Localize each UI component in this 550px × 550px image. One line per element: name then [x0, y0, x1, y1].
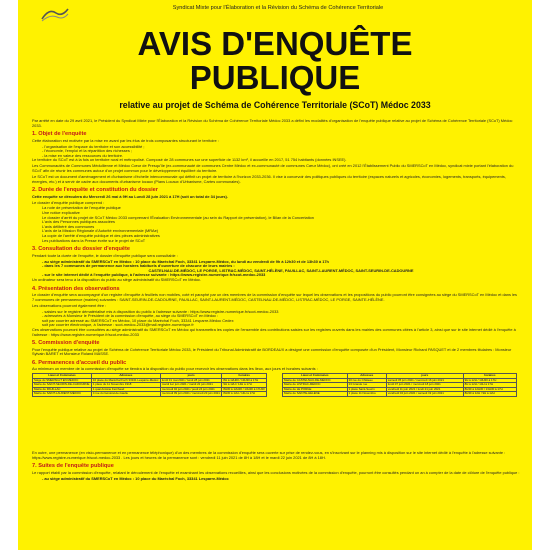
table-header: Lieux et Communes	[283, 374, 348, 379]
page-subtitle: relative au projet de Schéma de Cohérence Territoriale (SCoT) Médoc 2033	[119, 100, 431, 110]
poster	[18, 0, 532, 550]
table-header: Lieux et Communes	[33, 374, 92, 379]
table-header: horaires	[463, 374, 516, 379]
list-item: Les publications dans la Presse écrite sur le projet de SCoT	[42, 237, 146, 243]
table-cell: vendredi 04 juin 2021 / samedi 19 juin 2021	[386, 392, 463, 397]
table-cell: lundi 31 mai 2021 / lundi 28 juin 2021	[160, 378, 221, 383]
section-3-text: Un ordinateur sera tenu à la disposition du public au siège administratif du SMERSCoT en Médoc.	[32, 277, 202, 282]
list-item: - adressées à Monsieur le Président de la commission d'enquête, au siège du SMERSCoT en Médoc :	[42, 313, 219, 319]
table-row	[33, 392, 267, 397]
section-1-list	[32, 145, 520, 159]
permanences-table-left	[32, 373, 267, 397]
list-item: - sur le site internet dédié à l'enquête publique, à l'adresse suivante : https://www.registre-numerique.fr/scot-medoc-2033	[42, 272, 266, 278]
table-cell: 1 place 11 Novembre	[347, 392, 386, 397]
smerscot-logo	[40, 5, 70, 23]
page-title-line2: PUBLIQUE	[189, 59, 361, 96]
table-cell: samedi 05 juin 2021 / mercredi 16 juin 2021	[386, 378, 463, 383]
section-3-title: 3. Consultation du dossier d'enquête	[32, 246, 130, 253]
table-cell: mercredi 02 juin 2021 / jeudi 24 juin 2021	[160, 387, 221, 392]
table-cell: 8H30 à 12H30 / 13H30 à 17H	[463, 387, 516, 392]
section-7-title: 7. Suites de l'enquête publique	[32, 463, 114, 470]
section-2-title: 2. Durée de l'enquête et constitution du dossier	[32, 187, 158, 194]
dossier-list	[32, 206, 520, 243]
table-cell: 1 quai Antoine Ferchaud	[91, 387, 160, 392]
table-cell: Siège du SMERSCoT EN MÉDOC	[33, 378, 92, 383]
table-cell: 8H30 à 12H / 9H à 12H	[463, 392, 516, 397]
list-item: soit par courrier adressé au SMERSCoT en Médoc, 10 place du Maréchal Foch, 33341 Lesparre-Médoc Cedex	[42, 317, 234, 323]
section-4-text: Les observations pourront également être :	[32, 302, 107, 308]
list-item: L'avis délibéré des communes	[42, 223, 95, 229]
table-cell: Mairie de PAUILLAC	[33, 387, 92, 392]
consultation-places	[32, 260, 520, 278]
table-header: jours	[386, 374, 463, 379]
section-1-title: 1. Objet de l'enquête	[32, 131, 87, 138]
section-1-text: Cette élaboration est motivée par la mise en avant par les élus de trois composantes structurant le territoire :	[32, 137, 219, 143]
observations-list	[32, 310, 520, 328]
notice-body	[32, 119, 520, 481]
list-item: L'avis de la Mission Régionale d'Autorité environnementale (MRAe)	[42, 228, 159, 234]
table-cell: 20 rue du Château	[347, 378, 386, 383]
communes-list: CASTELNAU-DE-MÉDOC, LE PORGE, LISTRAC-MÉDOC, SAINT-HÉLÈNE, PAUILLAC, SAINT-LAURENT-MÉDOC, SAINT-SEURIN-DE-CADOURNE	[148, 267, 414, 273]
section-5-title: 5. Commission d'enquête	[32, 340, 100, 347]
section-4-title: 4. Présentation des observations	[32, 285, 120, 292]
organisation-name: Syndicat Mixte pour l'Élaboration et la Révision du Schéma de Cohérence Territoriale	[172, 5, 384, 11]
list-item: - l'économie, l'emploi et la répartition des richesses ;	[42, 148, 132, 154]
section-5-text: Pour l'enquête publique relative au projet de Schéma de Cohérence Territoriale Médoc 2033, le Président du Tribunal Administratif de BORDEAUX a désigné une commission d'enquête composée d'un Président, Monsieur Richard PASQUET et de 2 membres titulaires : Monsieur Sylvain BARET et Monsieur Roland MASSE.	[32, 346, 512, 357]
section-6-text: Au minimum un membre de la commission d'enquête se tiendra à la disposition du public pour recevoir les observations dans les lieux, aux jours et horaires suivants :	[32, 366, 318, 372]
permanences-table-right	[282, 373, 517, 397]
table-cell: 9H à 12H / 14H à 17H	[222, 383, 267, 388]
table-cell: 1 place du 11 Novembre 1918	[91, 383, 160, 388]
table-cell: 8H30 à 12H / 14H à 17H	[222, 392, 267, 397]
table-cell: Mairie de SAINT-SEURIN-DE-CADOURNE	[34, 382, 90, 387]
section-6-text: En outre, une permanence (en visio-permanence et en permanence téléphonique) d'un des membres de la commission d'enquête sera ouverte sur prise de rendez-vous, en s'inscrivant sur le planning mis à disposition sur le site internet dédié à l'enquête à l'adresse suivante : https://www.registre-numerique.fr/scot-medoc-2033 . Les jours et heures de la permanence sont : vendredi 11 juin 2021 de 8H à 18H et le mardi 22 juin 2021 de 8H à 18H.	[32, 450, 506, 460]
section-2-text: Le dossier d'enquête publique comprend :	[32, 199, 105, 205]
permanences-tables	[32, 373, 520, 451]
table-header: Adresses	[91, 374, 160, 379]
table-cell: Mairie de SAINTE-HÉLÈNE	[283, 392, 348, 397]
table-cell: 8H30 à 12H30 / 13H30 à 17H30	[223, 386, 265, 391]
list-item: - au siège administratif du SMERSCoT en Médoc : 10 place du Maréchal Foch, 33341 Lesparre-Médoc	[42, 475, 229, 481]
table-cell: mercredi 09 juin 2021 / mercredi 23 juin 2021	[161, 391, 220, 396]
section-2-dates: Cette enquête se déroulera du Mercredi 26 mai à 9H au Lundi 28 juin 2021 à 17H (soit un total de 34 jours).	[32, 193, 228, 199]
table-cell: 10 place du Maréchal Foch 33341 Lesparre-Médoc	[92, 377, 159, 382]
list-item: soit par courrier électronique, à l'adresse : scot-medoc-2033@mail.registre-numerique.fr	[42, 322, 194, 328]
table-cell: 8H à 12H / 14H à 17H	[463, 383, 516, 388]
section-6-title: 6. Permanences d'accueil du public	[32, 359, 127, 366]
table-header: jours	[160, 374, 221, 379]
table-cell: 4 rue du Général-de-Gaulle	[91, 392, 160, 397]
table-row	[283, 392, 517, 397]
table-header: Adresses	[347, 374, 386, 379]
list-item: - la mise en valeur des ressources du territoire.	[42, 152, 124, 158]
table-cell: lundi 07 juin 2021 / mercredi 18 juin 2021	[386, 383, 463, 388]
table-cell: 9H à 12H / 13H30 à 17H	[463, 378, 516, 383]
table-cell: vendredi 11 juin 2021 / lundi 21 juin 2021	[386, 387, 463, 392]
section-7-text: Le rapport établi par la commission d'enquête, relatant le déroulement de l'enquête et examinant les observations recueillies, ainsi que les conclusions motivées de la commission d'enquête, pourront être consultés pendant un an à compter de la date de clôture de l'enquête publique :	[32, 469, 520, 475]
section-1-text: Les Communautés de Communes Médullienne et Médoc Cœur de Presqu'île (ex-communauté de communes Centre Médoc et ex-communauté de communes Cœur Médoc), ont créé en 2012 l'Établissement Public du SMERSCoT en Médoc, syndicat mixte portant l'élaboration du SCoT afin de réunir les communes autour d'un projet commun pour le développement équilibré du territoire.	[32, 163, 514, 173]
table-cell: Mairie de LISTRAC-MÉDOC	[283, 383, 348, 388]
section-1-text: Le territoire du SCoT est à la fois un territoire rural et métropolisé. Composé de 28 communes sur une superficie de 1132 km², il accueille en 2017, 51 754 habitants (données INSEE).	[32, 157, 347, 163]
list-item: - au siège administratif du SMERSCoT en Médoc : 10 place du Maréchal Foch, 33341 Lesparre-Médoc, du lundi au vendredi de 9h à 12h30 et de 13h30 à 17h	[42, 258, 329, 264]
section-4-text: Ces observations pourront être consultées au siège administratif du SMERSCoT en Médoc qui transmettra les copies de l'ensemble des contributions saisies sur les registres ouverts dans les mairies des communes citées à l'article 3, ainsi que sur le site internet dédié à l'enquête à l'adresse : https://www.registre-numerique.fr/scot-medoc-2033	[32, 326, 516, 337]
list-item: La copie de l'arrêté d'enquête publique et des pièces administratives	[42, 233, 160, 239]
intro-text: Par arrêté en date du 29 avril 2021, le Président du Syndicat Mixte pour l'Élaboration et la Révision du Schéma de Cohérence Territoriale Médoc 2033 a défini les modalités d'organisation de l'enquête publique relative au projet de Schéma de Cohérence Territoriale (SCoT) Médoc 2033.	[32, 118, 513, 128]
section-4-text: Le dossier d'enquête sera accompagné d'un registre d'enquête à feuillets non mobiles, coté et paraphé par un des membres de la commission d'enquête sur lequel les observations et les propositions du public pourront être consignées au siège du SMERSCoT en Médoc et dans les 7 communes de permanence (mairies) suivantes : SAINT-SEURIN-DE-CADOURNE, PAUILLAC, SAINT-LAURENT-MÉDOC, CASTELNAU-DE-MÉDOC, LISTRAC-MÉDOC, LE PORGE, SAINTE-HÉLÈNE.	[32, 292, 517, 302]
table-cell: Mairie de SAINT-LAURENT-MÉDOC	[33, 392, 92, 397]
section-3-text: Pendant toute la durée de l'enquête, le dossier d'enquête publique sera consultable :	[32, 252, 178, 258]
table-cell: 8H à 12H00 / 13H30 à 17H	[222, 378, 267, 383]
list-item: Une notice explicative	[42, 210, 80, 216]
list-item: La note de présentation de l'enquête publique	[42, 205, 121, 211]
list-item: - saisies sur le registre dématérialisé mis à disposition du public à l'adresse suivante : https://www.registre-numerique.fr/scot-medoc-2033	[42, 308, 279, 314]
list-item: Le dossier d'arrêt du projet de SCoT Médoc 2033 comprenant l'Évaluation Environnementale (au sein du Rapport de présentation), le Bilan de la Concertation	[42, 214, 314, 220]
section-1-text: Le SCoT est un document d'aménagement et d'urbanisme d'échelle intercommunale qui définit un projet de territoire à l'horizon 2033-2036. Il vise à concevoir des politiques publiques du territoire (espaces naturels et agricoles, économies, logements, transports, équipements, énergies, etc.) et à servir de cadre aux documents d'urbanisme locaux (Plans Locaux d'Urbanisme, Cartes communales).	[32, 173, 506, 184]
list-item: - dans les 7 communes de permanence aux horaires habituels d'ouverture de chacune de leurs mairies :	[42, 263, 235, 269]
table-cell: 23 Grande rue	[347, 383, 386, 388]
table-cell: Mairie de CASTELNAU-DE-MÉDOC	[283, 378, 348, 383]
page-title-line1: AVIS D'ENQUÊTE	[137, 25, 413, 62]
table-cell: mardi 1er juin 2021 / mardi 22 juin 2021	[160, 383, 221, 388]
table-cell: Mairie de LE PORGE	[283, 387, 348, 392]
table-cell: 1 place Saint-Seurin	[347, 387, 386, 392]
list-item: L'avis des Personnes publiques associées	[42, 219, 115, 225]
table-header: horaires	[222, 374, 267, 379]
list-item: - l'organisation de l'espace du territoire et son accessibilité ;	[42, 143, 145, 149]
